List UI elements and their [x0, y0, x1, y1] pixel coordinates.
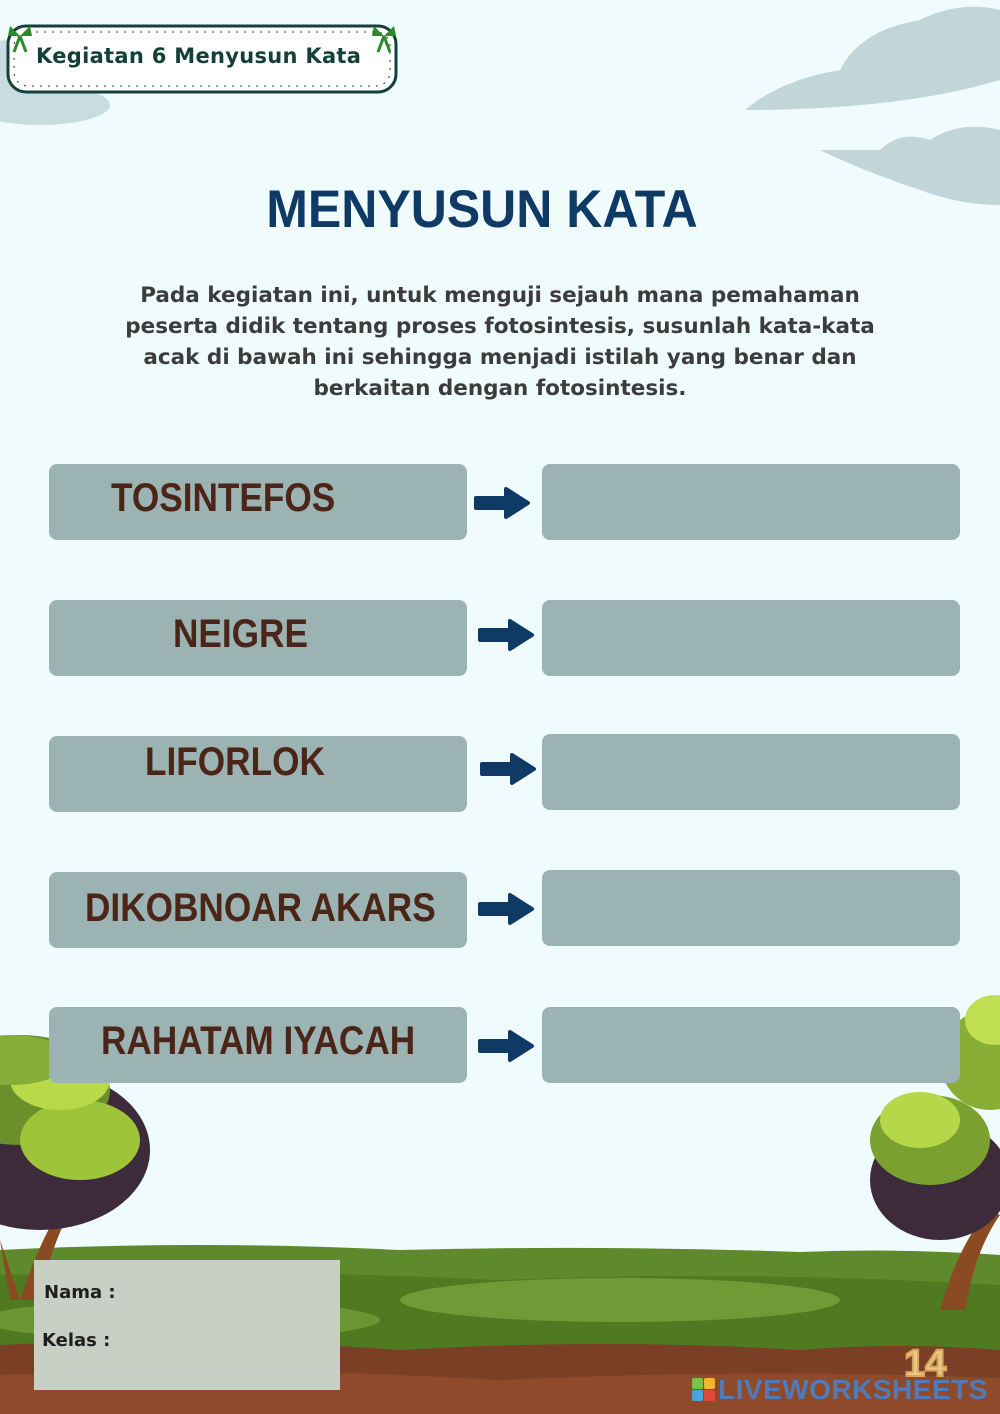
scrambled-word: NEIGRE — [173, 612, 308, 656]
scrambled-word-box — [49, 736, 467, 812]
word-row — [0, 1007, 1000, 1085]
activity-badge-label: Kegiatan 6 Menyusun Kata — [36, 44, 362, 68]
answer-input[interactable] — [542, 734, 960, 810]
word-row — [0, 734, 1000, 812]
page-number: 14 — [904, 1343, 947, 1385]
arrow-right-icon — [476, 1029, 536, 1063]
answer-input[interactable] — [542, 870, 960, 946]
liveworksheets-watermark — [692, 1374, 992, 1404]
scrambled-word-box — [49, 1007, 467, 1083]
scrambled-word-box — [49, 872, 467, 948]
cloud-icon — [745, 7, 1000, 205]
scrambled-word-box — [49, 600, 467, 676]
scrambled-word-box — [49, 464, 467, 540]
instructions-text: Pada kegiatan ini, untuk menguji sejauh mana pemahaman peserta didik tentang proses fotosintesis, susunlah kata-kata acak di bawah ini sehingga menjadi istilah yang benar dan berkaitan dengan fotosintesis. — [125, 283, 875, 401]
student-info-box — [34, 1260, 340, 1390]
arrow-right-icon — [472, 486, 532, 520]
word-row — [0, 600, 1000, 678]
watermark-text: LIVEWORKSHEETS — [718, 1374, 988, 1405]
answer-input[interactable] — [542, 1007, 960, 1083]
word-row — [0, 464, 1000, 542]
scrambled-word: RAHATAM IYACAH — [101, 1019, 416, 1063]
liveworksheets-logo-icon — [692, 1378, 716, 1402]
answer-input[interactable] — [542, 464, 960, 540]
scrambled-word: TOSINTEFOS — [111, 476, 336, 520]
arrow-right-icon — [476, 892, 536, 926]
name-label: Nama : — [44, 1282, 116, 1303]
scrambled-word: LIFORLOK — [145, 740, 325, 784]
arrow-right-icon — [476, 618, 536, 652]
arrow-right-icon — [478, 752, 538, 786]
answer-input[interactable] — [542, 600, 960, 676]
class-label: Kelas : — [42, 1330, 111, 1351]
scrambled-word: DIKOBNOAR AKARS — [85, 886, 436, 930]
word-row — [0, 870, 1000, 948]
page-title: MENYUSUN KATA — [266, 179, 698, 239]
